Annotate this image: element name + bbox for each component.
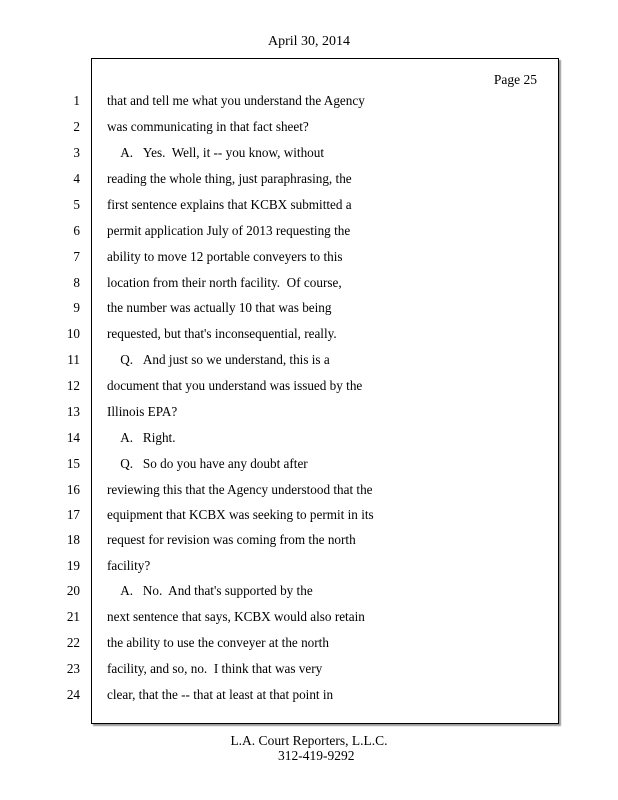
line-text: location from their north facility. Of course, [107, 275, 342, 290]
line-text: A. No. And that's supported by the [107, 583, 313, 598]
line-text: next sentence that says, KCBX would also retain [107, 609, 365, 624]
page-number: Page 25 [493, 72, 537, 87]
line-number: 9 [73, 300, 80, 315]
line-text: equipment that KCBX was seeking to permit in its [107, 507, 374, 522]
line-text: clear, that the -- that at least at that point in [107, 687, 334, 702]
line-number: 12 [66, 378, 80, 393]
line-number: 19 [66, 558, 80, 573]
line-text: document that you understand was issued by the [107, 378, 363, 393]
line-text: ability to move 12 portable conveyers to this [107, 249, 343, 264]
line-number: 7 [73, 249, 80, 264]
line-text: facility, and so, no. I think that was very [107, 661, 323, 676]
line-text: Q. So do you have any doubt after [107, 456, 308, 471]
line-text: Q. And just so we understand, this is a [107, 352, 330, 367]
line-number: 14 [66, 430, 80, 445]
line-number: 2 [73, 119, 80, 134]
line-text: facility? [107, 558, 151, 573]
line-text: reading the whole thing, just paraphrasing, the [107, 171, 352, 186]
line-number: 21 [66, 609, 80, 624]
line-number: 1 [73, 93, 80, 108]
line-number: 22 [66, 635, 80, 650]
line-number: 4 [73, 171, 80, 186]
line-number: 11 [67, 352, 80, 367]
line-text: requested, but that's inconsequential, really. [107, 326, 337, 341]
line-number: 3 [73, 145, 80, 160]
line-number: 16 [66, 482, 80, 497]
line-number: 13 [66, 404, 80, 419]
line-text: was communicating in that fact sheet? [107, 119, 309, 134]
line-number: 10 [66, 326, 80, 341]
line-text: first sentence explains that KCBX submitted a [107, 197, 352, 212]
line-text: request for revision was coming from the north [107, 532, 356, 547]
line-text: permit application July of 2013 requesting the [107, 223, 351, 238]
line-number: 24 [66, 687, 80, 702]
line-text: A. Yes. Well, it -- you know, without [107, 145, 325, 160]
line-text: A. Right. [107, 430, 176, 445]
line-number: 8 [73, 275, 80, 290]
header-date: April 30, 2014 [267, 34, 351, 49]
line-number: 18 [66, 532, 80, 547]
line-number: 20 [66, 583, 80, 598]
line-number: 5 [73, 197, 80, 212]
line-number: 17 [66, 507, 80, 522]
footer-company: L.A. Court Reporters, L.L.C. [230, 733, 388, 748]
line-text: the number was actually 10 that was being [107, 300, 332, 315]
footer-phone: 312-419-9292 [278, 748, 355, 763]
line-text: Illinois EPA? [107, 404, 178, 419]
line-number: 6 [73, 223, 80, 238]
line-number: 23 [66, 661, 80, 676]
line-text: reviewing this that the Agency understood that the [107, 482, 373, 497]
line-text: that and tell me what you understand the Agency [107, 93, 365, 108]
line-number: 15 [66, 456, 80, 471]
line-text: the ability to use the conveyer at the north [107, 635, 329, 650]
